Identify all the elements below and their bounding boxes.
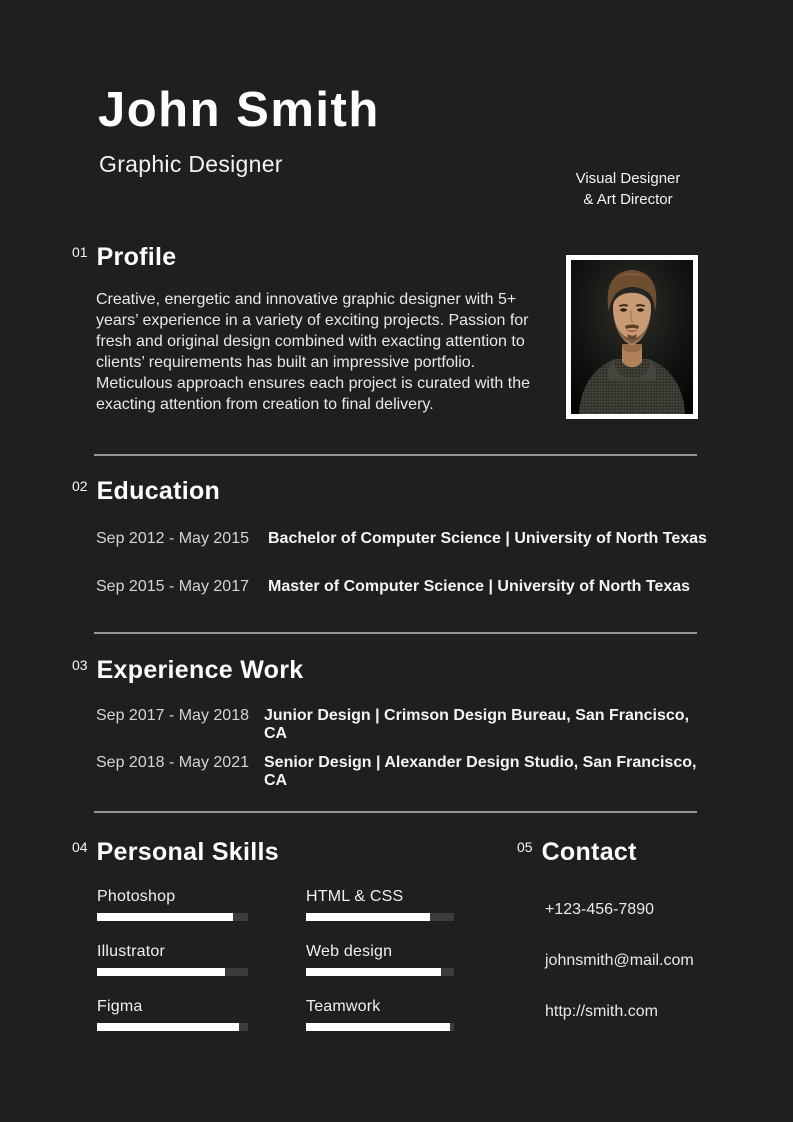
skill-item xyxy=(97,998,248,1031)
contact-phone: +123-456-7890 xyxy=(545,901,654,918)
section-title: Experience Work xyxy=(96,656,304,684)
education-row xyxy=(96,578,716,596)
skill-progress-track xyxy=(306,968,454,976)
row-dates: Sep 2015 - May 2017 xyxy=(96,578,249,595)
skills-column-right xyxy=(306,888,454,1031)
section-number: 03 xyxy=(72,657,88,673)
skill-progress-fill xyxy=(97,1023,239,1031)
divider xyxy=(94,454,697,456)
experience-row xyxy=(96,707,716,743)
row-dates: Sep 2018 - May 2021 xyxy=(96,754,249,771)
divider xyxy=(94,811,697,813)
skill-progress-track xyxy=(306,1023,454,1031)
row-detail: Senior Design | Alexander Design Studio, San Francisco, CA xyxy=(264,754,697,789)
skill-label: Teamwork xyxy=(306,998,381,1015)
skill-progress-track xyxy=(97,913,248,921)
skill-progress-track xyxy=(306,913,454,921)
job-title: Graphic Designer xyxy=(99,151,283,177)
skill-label: HTML & CSS xyxy=(306,888,404,905)
row-dates: Sep 2017 - May 2018 xyxy=(96,707,249,724)
section-title: Personal Skills xyxy=(96,838,279,866)
skills-column-left xyxy=(97,888,248,1031)
skill-item xyxy=(97,888,248,921)
skill-label: Photoshop xyxy=(97,888,176,905)
tagline xyxy=(560,168,696,210)
row-detail: Junior Design | Crimson Design Bureau, San Francisco, CA xyxy=(264,707,690,742)
page-title: John Smith xyxy=(98,83,380,137)
profile-section-heading xyxy=(72,244,176,270)
section-number: 05 xyxy=(517,839,533,855)
skill-label: Figma xyxy=(97,998,143,1015)
row-dates: Sep 2012 - May 2015 xyxy=(96,530,249,547)
contact-list xyxy=(545,901,694,1021)
section-number: 01 xyxy=(72,244,88,260)
skill-progress-fill xyxy=(97,913,233,921)
portrait-photo xyxy=(566,255,698,419)
section-title: Profile xyxy=(96,243,177,271)
section-title: Education xyxy=(96,477,221,505)
section-number: 02 xyxy=(72,478,88,494)
skill-progress-track xyxy=(97,1023,248,1031)
skill-item xyxy=(97,943,248,976)
tagline-line-1: Visual Designer xyxy=(575,170,681,187)
skill-item xyxy=(306,998,454,1031)
skill-progress-track xyxy=(97,968,248,976)
education-section-heading xyxy=(72,478,220,504)
contact-section-heading xyxy=(517,839,637,865)
section-number: 04 xyxy=(72,839,88,855)
contact-website: http://smith.com xyxy=(545,1003,658,1020)
skill-item xyxy=(306,888,454,921)
education-row xyxy=(96,530,716,548)
experience-row xyxy=(96,754,716,790)
experience-section-heading xyxy=(72,657,303,683)
skill-label: Illustrator xyxy=(97,943,165,960)
section-title: Contact xyxy=(541,838,637,866)
contact-email: johnsmith@mail.com xyxy=(545,952,694,969)
row-detail: Master of Computer Science | University of North Texas xyxy=(268,578,691,595)
tagline-line-2: & Art Director xyxy=(583,191,673,208)
skill-progress-fill xyxy=(97,968,225,976)
skill-progress-fill xyxy=(306,1023,450,1031)
portrait-illustration xyxy=(571,260,693,414)
divider xyxy=(94,632,697,634)
row-detail: Bachelor of Computer Science | University of North Texas xyxy=(268,530,707,547)
skill-item xyxy=(306,943,454,976)
skills-section-heading xyxy=(72,839,279,865)
skill-label: Web design xyxy=(306,943,393,960)
skill-progress-fill xyxy=(306,913,430,921)
skill-progress-fill xyxy=(306,968,441,976)
profile-summary-text: Creative, energetic and innovative graphic designer with 5+ years’ experience in a variety of exciting projects. Passion for fresh and original design combined with exacting attention to clients’ requirements has built an impressive portfolio. Meticulous approach ensures each project is curated with the exacting attention from creation to final delivery. xyxy=(96,291,531,413)
